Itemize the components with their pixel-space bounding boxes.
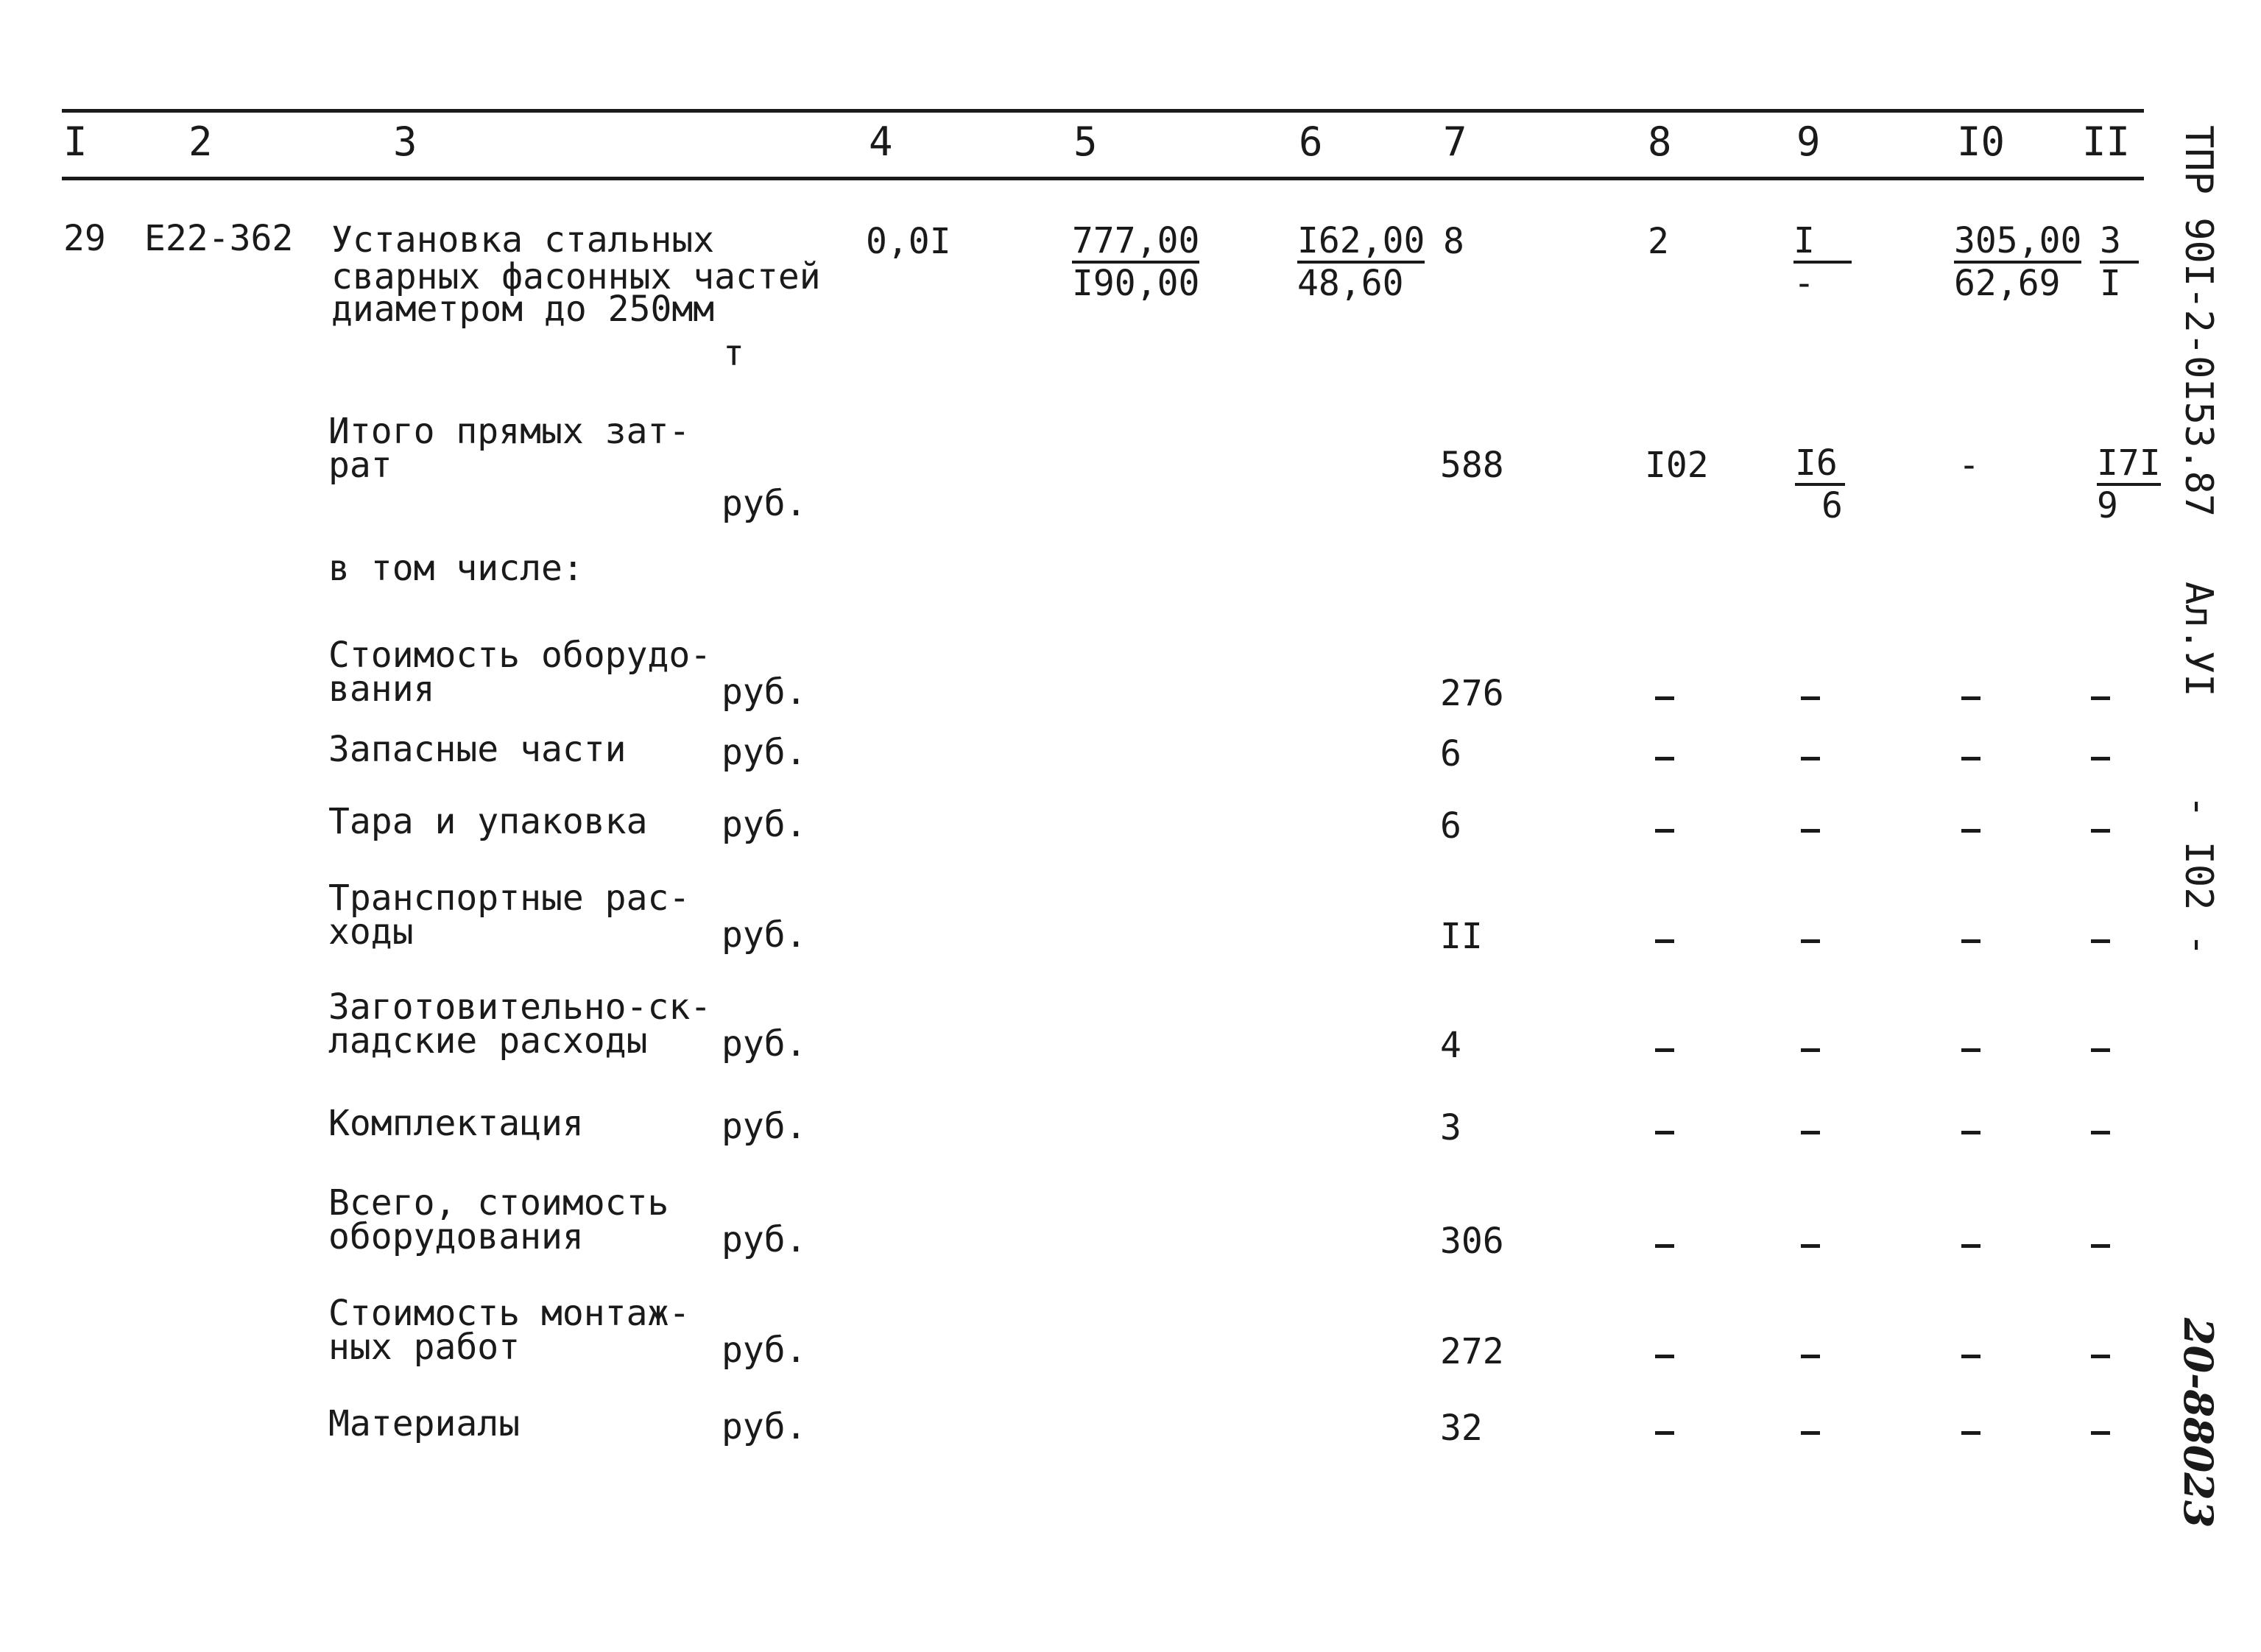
item-unit: руб.: [722, 1023, 807, 1065]
item-unit: руб.: [722, 1106, 807, 1147]
work-description-line-2: сварных фасонных частей: [331, 256, 821, 297]
col10-denominator: 62,69: [1954, 263, 2061, 304]
empty-cell-dash: [1655, 1131, 1674, 1134]
empty-cell-dash: [2091, 1431, 2110, 1435]
col11-numerator: 3: [2100, 222, 2139, 264]
item-label: Материалы: [328, 1403, 521, 1444]
empty-cell-dash: [1655, 1355, 1674, 1358]
empty-cell-dash: [1655, 1431, 1674, 1435]
total-label-line-1: Итого прямых зат-: [328, 411, 691, 452]
col8-value: 2: [1648, 221, 1669, 262]
empty-cell-dash: [1801, 1131, 1820, 1134]
item-label: вания: [328, 668, 435, 710]
empty-cell-dash: [1801, 939, 1820, 943]
item-col7-value: 276: [1440, 673, 1504, 714]
empty-cell-dash: [1655, 829, 1674, 833]
col-header-5: 5: [1073, 119, 1098, 165]
total-col9-fraction: [1795, 442, 1845, 526]
empty-cell-dash: [1961, 757, 1980, 760]
empty-cell-dash: [1801, 1244, 1820, 1248]
including-label: в том числе:: [328, 548, 584, 589]
item-label: Тара и упаковка: [328, 801, 648, 842]
item-unit: руб.: [722, 671, 807, 713]
item-label: Заготовительно-ск-: [328, 986, 712, 1028]
empty-cell-dash: [2091, 1355, 2110, 1358]
item-label: Запасные части: [328, 729, 627, 770]
item-unit: руб.: [722, 1219, 807, 1260]
empty-cell-dash: [2091, 696, 2110, 700]
empty-cell-dash: [1961, 1355, 1980, 1358]
item-unit: руб.: [722, 914, 807, 956]
col11-fraction: [2100, 222, 2139, 302]
col-header-10: I0: [1957, 119, 2006, 165]
empty-cell-dash: [1801, 1048, 1820, 1052]
empty-cell-dash: [1655, 757, 1674, 760]
empty-cell-dash: [1961, 939, 1980, 943]
item-label: Всего, стоимость: [328, 1182, 669, 1224]
empty-cell-dash: [1801, 696, 1820, 700]
item-label: Транспортные рас-: [328, 878, 691, 919]
empty-cell-dash: [1961, 696, 1980, 700]
item-col7-value: II: [1440, 916, 1483, 957]
col10-numerator: 305,00: [1954, 222, 2081, 264]
col-header-9: 9: [1796, 119, 1821, 165]
total-col10: -: [1958, 445, 1980, 486]
col-header-1: I: [63, 119, 88, 165]
item-label: Стоимость монтаж-: [328, 1293, 691, 1334]
empty-cell-dash: [2091, 1048, 2110, 1052]
item-col7-value: 6: [1440, 805, 1461, 847]
empty-cell-dash: [2091, 757, 2110, 760]
empty-cell-dash: [2091, 1131, 2110, 1134]
document-code: ТПР 90I-2-0I53.87: [2176, 125, 2221, 518]
album-label: Ал.УI: [2176, 582, 2221, 697]
item-label: ных работ: [328, 1327, 521, 1368]
item-col7-value: 272: [1440, 1331, 1504, 1372]
empty-cell-dash: [1655, 1048, 1674, 1052]
quantity: 0,0I: [866, 221, 951, 262]
col-header-2: 2: [188, 119, 213, 165]
total-label-line-2: рат: [328, 445, 392, 486]
unit-label: т: [723, 333, 744, 374]
rate-code: Е22-362: [144, 218, 294, 259]
empty-cell-dash: [1801, 1431, 1820, 1435]
empty-cell-dash: [2091, 939, 2110, 943]
item-col7-value: 6: [1440, 733, 1461, 774]
item-col7-value: 3: [1440, 1107, 1461, 1148]
total-col11-numerator: I7I: [2097, 445, 2161, 486]
empty-cell-dash: [1655, 939, 1674, 943]
empty-cell-dash: [1961, 1048, 1980, 1052]
col9-numerator: I: [1793, 222, 1852, 264]
empty-cell-dash: [1961, 1131, 1980, 1134]
total-cost-wages: 48,60: [1297, 263, 1404, 304]
empty-cell-dash: [1801, 1355, 1820, 1358]
item-label: оборудования: [328, 1216, 584, 1257]
empty-cell-dash: [1655, 1244, 1674, 1248]
col-header-11: II: [2082, 119, 2131, 165]
total-unit: руб.: [722, 483, 807, 524]
total-col7: 588: [1440, 445, 1504, 486]
col9-denominator: -: [1793, 263, 1815, 304]
header-rule: [62, 177, 2144, 180]
col9-fraction: [1793, 222, 1852, 302]
total-col11-fraction: [2097, 442, 2161, 526]
empty-cell-dash: [1961, 829, 1980, 833]
total-col11-denominator: 9: [2097, 485, 2118, 526]
col-header-7: 7: [1443, 119, 1467, 165]
total-cost-value: I62,00: [1297, 222, 1425, 264]
item-label: Комплектация: [328, 1103, 584, 1144]
work-description-line-1: Установка стальных: [331, 219, 715, 261]
work-description-line-3: диаметром до 250мм: [331, 289, 715, 330]
empty-cell-dash: [1655, 696, 1674, 700]
page-number: - I02 -: [2176, 795, 2221, 957]
empty-cell-dash: [1801, 757, 1820, 760]
unit-cost-total: 777,00: [1072, 222, 1199, 264]
item-label: Стоимость оборудо-: [328, 635, 712, 676]
item-label: ладские расходы: [328, 1020, 648, 1062]
item-unit: руб.: [722, 804, 807, 845]
top-rule: [62, 109, 2144, 113]
total-col9-numerator: I6: [1795, 445, 1845, 486]
empty-cell-dash: [2091, 829, 2110, 833]
empty-cell-dash: [1801, 829, 1820, 833]
empty-cell-dash: [2091, 1244, 2110, 1248]
empty-cell-dash: [1961, 1244, 1980, 1248]
col10-fraction: [1954, 222, 2081, 302]
item-col7-value: 4: [1440, 1025, 1461, 1066]
unit-cost-wages: I90,00: [1072, 263, 1200, 304]
item-col7-value: 32: [1440, 1408, 1483, 1449]
total-col8: I02: [1645, 445, 1709, 486]
col-header-3: 3: [393, 119, 417, 165]
unit-cost-fraction: [1072, 222, 1199, 302]
total-cost-fraction: [1297, 222, 1425, 302]
col11-denominator: I: [2100, 263, 2121, 304]
col-header-8: 8: [1648, 119, 1672, 165]
item-unit: руб.: [722, 732, 807, 773]
total-col9-denominator: 6: [1821, 485, 1843, 526]
col-header-4: 4: [869, 119, 893, 165]
item-unit: руб.: [722, 1330, 807, 1371]
item-unit: руб.: [722, 1406, 807, 1447]
item-label: ходы: [328, 911, 414, 953]
archive-stamp: 20-88023: [2175, 1318, 2222, 1528]
item-col7-value: 306: [1440, 1221, 1504, 1262]
row-number: 29: [63, 218, 106, 259]
col-header-6: 6: [1299, 119, 1323, 165]
empty-cell-dash: [1961, 1431, 1980, 1435]
col7-value: 8: [1443, 221, 1464, 262]
